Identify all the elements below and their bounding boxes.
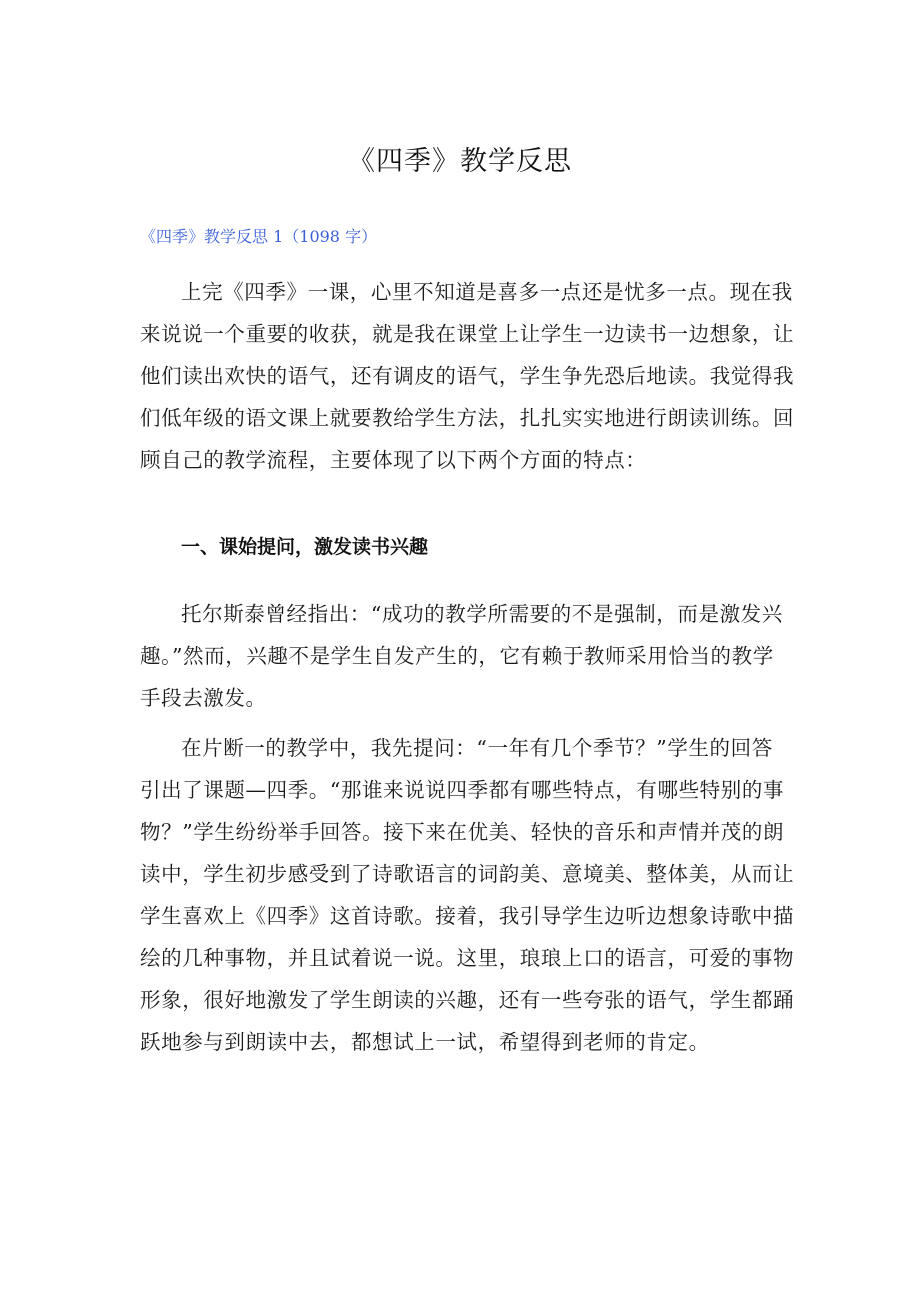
section-heading: 一、课始提问，激发读书兴趣 bbox=[181, 536, 429, 558]
paragraph-line: 在片断一的教学中，我先提问：“一年有几个季节？”学生的回答 bbox=[181, 736, 773, 760]
paragraph-line: 们低年级的语文课上就要教给学生方法，扎扎实实地进行朗读训练。回 bbox=[140, 406, 795, 430]
paragraph-line: 形象，很好地激发了学生朗读的兴趣，还有一些夸张的语气，学生都踊 bbox=[140, 988, 795, 1012]
paragraph-line: 托尔斯泰曾经指出：“成功的教学所需要的不是强制，而是激发兴 bbox=[181, 602, 783, 626]
paragraph-fragment-one bbox=[140, 727, 795, 1063]
paragraph-line: 读中，学生初步感受到了诗歌语言的词韵美、意境美、整体美，从而让 bbox=[140, 862, 795, 886]
paragraph-line: 绘的几种事物，并且试着说一说。这里，琅琅上口的语言，可爱的事物 bbox=[140, 946, 795, 970]
paragraph-line: 趣。”然而，兴趣不是学生自发产生的，它有赖于教师采用恰当的教学 bbox=[140, 644, 774, 668]
paragraph-line: 来说说一个重要的收获，就是我在课堂上让学生一边读书一边想象，让 bbox=[140, 322, 795, 346]
paragraph-line: 顾自己的教学流程，主要体现了以下两个方面的特点： bbox=[140, 448, 647, 472]
paragraph-intro bbox=[140, 271, 795, 481]
paragraph-line: 上完《四季》一课，心里不知道是喜多一点还是忧多一点。现在我 bbox=[181, 280, 793, 304]
document-subtitle: 《四季》教学反思 1（1098 字） bbox=[140, 227, 378, 246]
document-title: 《四季》教学反思 bbox=[348, 146, 572, 177]
paragraph-line: 物？”学生纷纷举手回答。接下来在优美、轻快的音乐和声情并茂的朗 bbox=[140, 820, 785, 844]
paragraph-line: 他们读出欢快的语气，还有调皮的语气，学生争先恐后地读。我觉得我 bbox=[140, 364, 795, 388]
paragraph-tolstoy-quote bbox=[140, 593, 784, 719]
paragraph-line: 学生喜欢上《四季》这首诗歌。接着，我引导学生边听边想象诗歌中描 bbox=[140, 904, 795, 928]
paragraph-line: 引出了课题—四季。“那谁来说说四季都有哪些特点，有哪些特别的事 bbox=[140, 778, 785, 802]
paragraph-line: 手段去激发。 bbox=[140, 686, 267, 710]
paragraph-line: 跃地参与到朗读中去，都想试上一试，希望得到老师的肯定。 bbox=[140, 1030, 710, 1054]
